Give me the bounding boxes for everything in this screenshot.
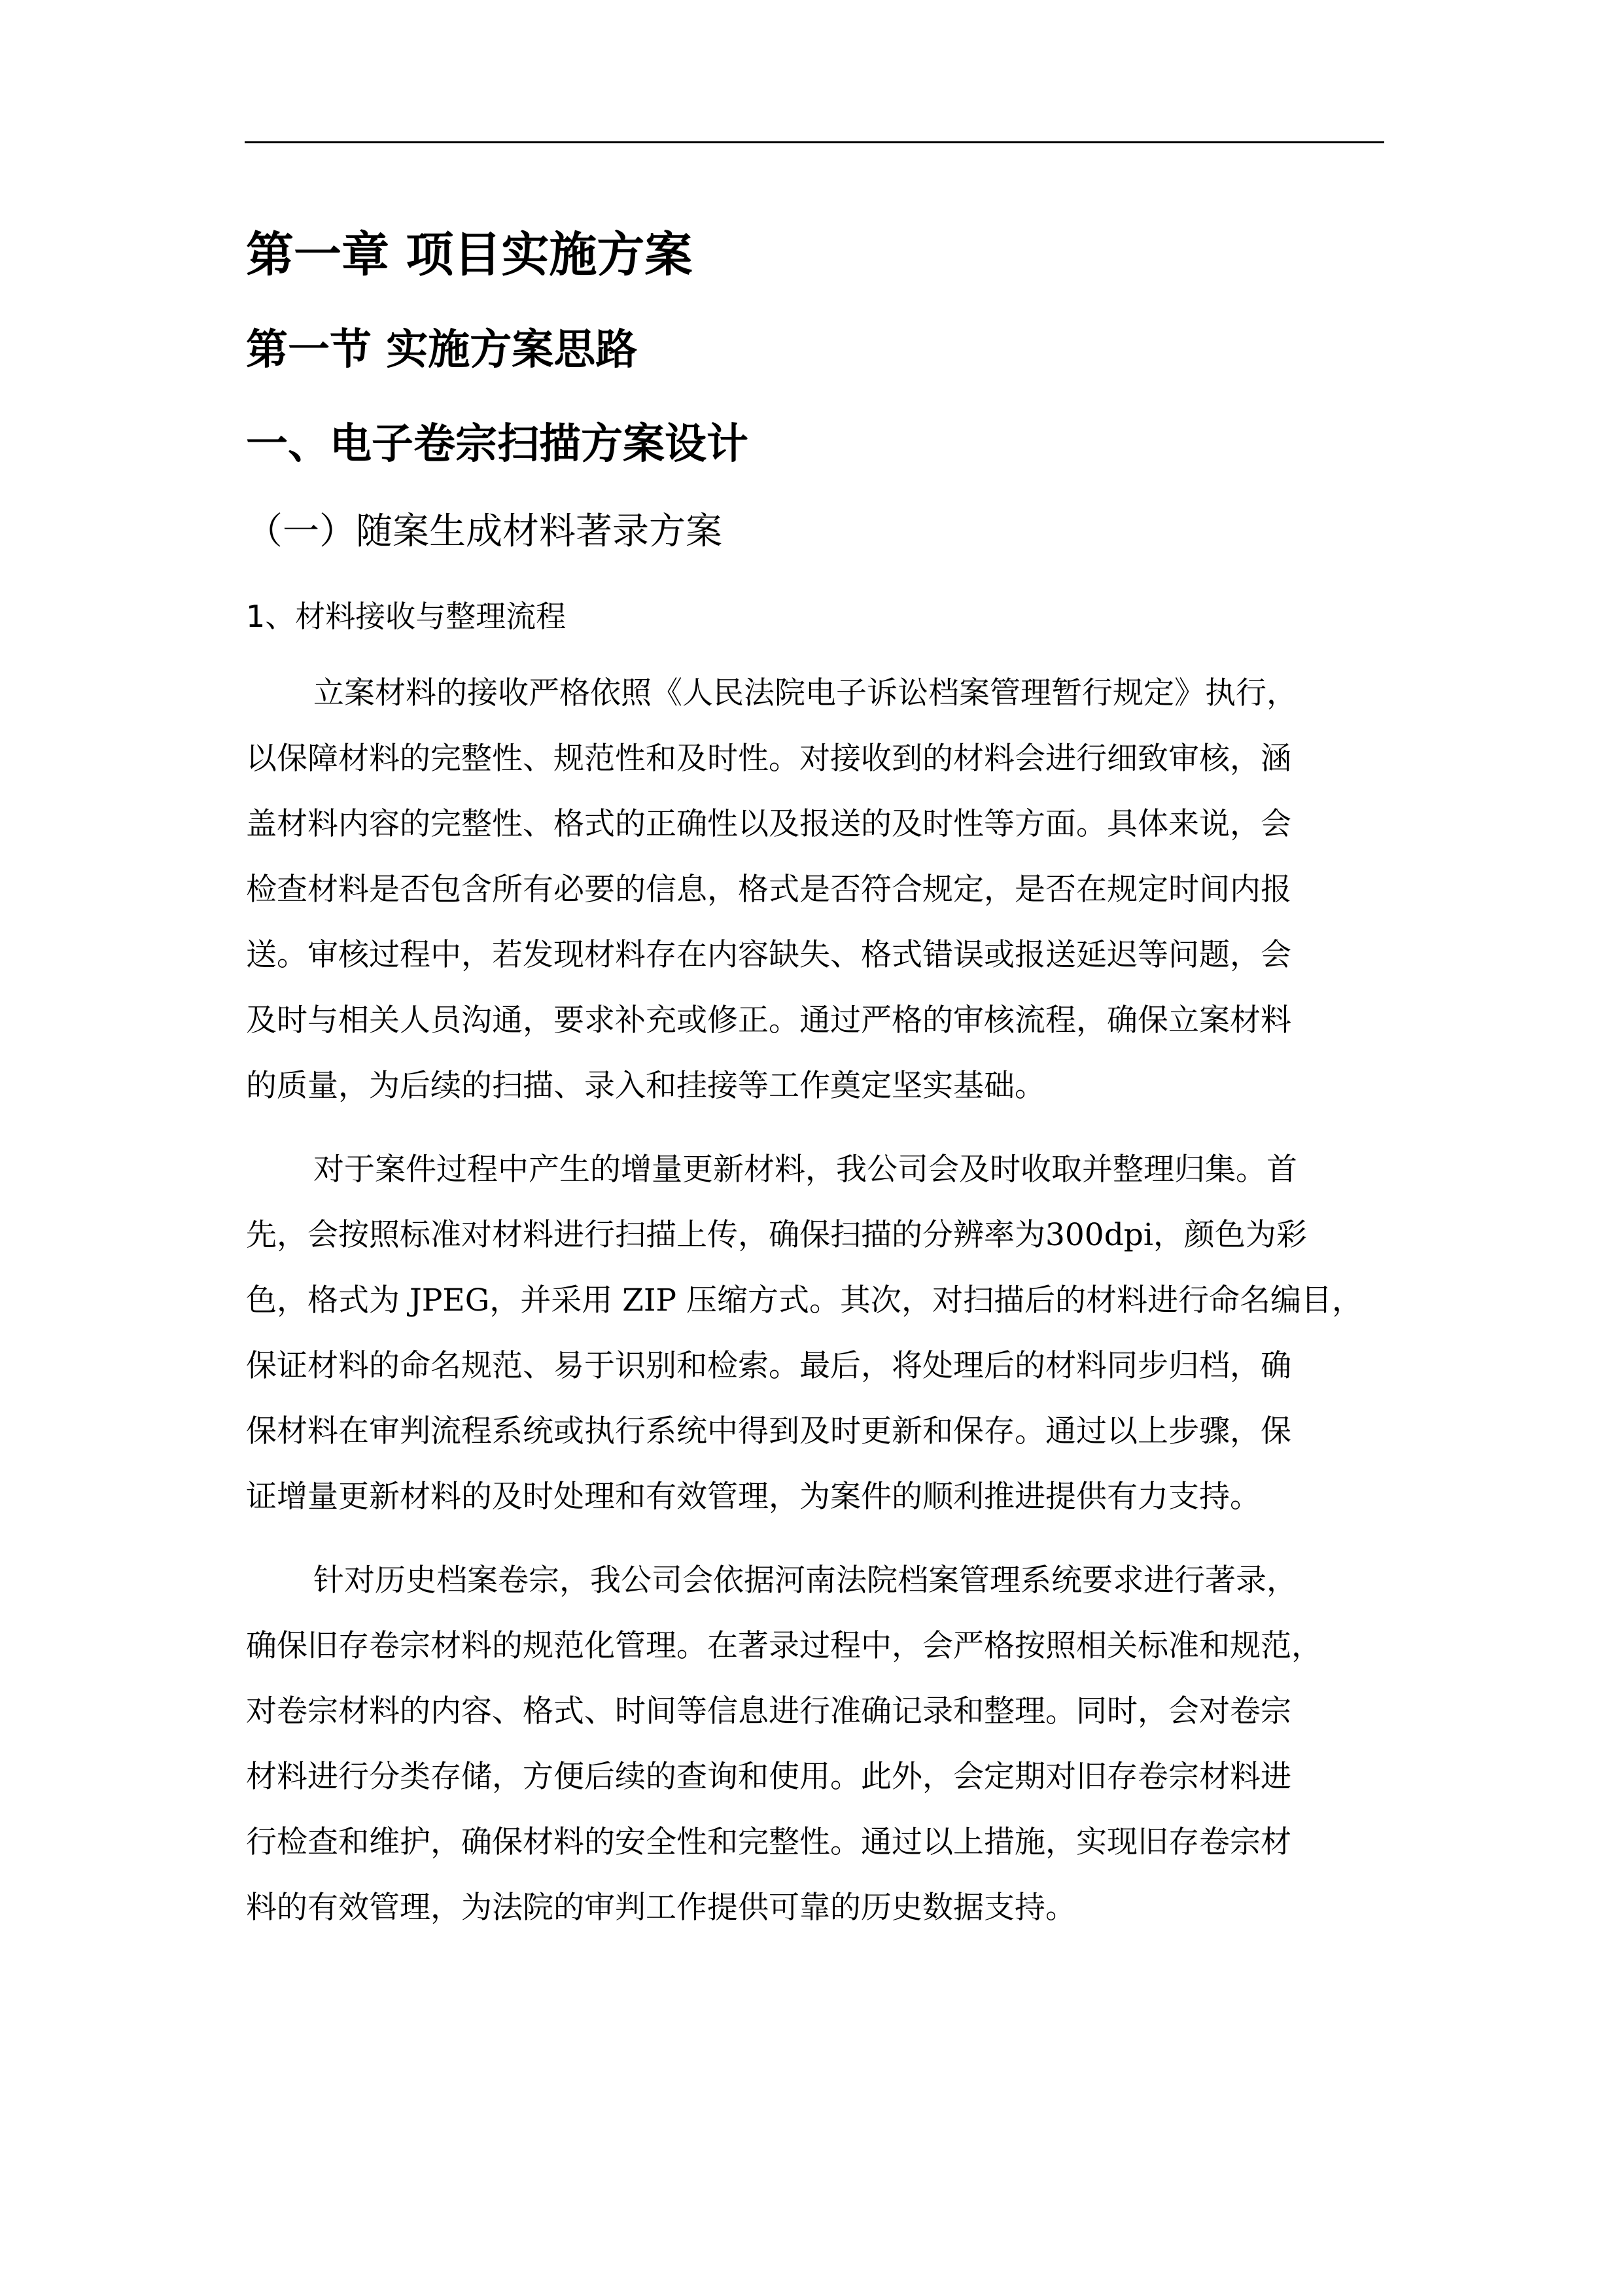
paragraph-line: 证增量更新材料的及时处理和有效管理，为案件的顺利推进提供有力支持。: [246, 1479, 1261, 1515]
section-title: 第一节 实施方案思路: [246, 326, 638, 374]
paragraph-2: [246, 1137, 1401, 1530]
chapter-title: 第一章 项目实施方案: [246, 227, 693, 283]
paragraph-line: 盖材料内容的完整性、格式的正确性以及报送的及时性等方面。具体来说，会: [246, 806, 1291, 842]
paragraph-line: 的质量，为后续的扫描、录入和挂接等工作奠定坚实基础。: [246, 1068, 1045, 1104]
paragraph-line: 行检查和维护，确保材料的安全性和完整性。通过以上措施，实现旧存卷宗材: [246, 1824, 1291, 1860]
paragraph-3: [246, 1548, 1401, 1941]
paragraph-line: 针对历史档案卷宗，我公司会依据河南法院档案管理系统要求进行著录，: [313, 1563, 1297, 1598]
subsubsection-title: （一）随案生成材料著录方案: [246, 510, 722, 553]
paragraph-line: 及时与相关人员沟通，要求补充或修正。通过严格的审核流程，确保立案材料: [246, 1002, 1291, 1038]
paragraph-line: 立案材料的接收严格依照《人民法院电子诉讼档案管理暂行规定》执行，: [313, 675, 1297, 711]
document-body: [246, 196, 1401, 1941]
paragraph-line: 送。审核过程中，若发现材料存在内容缺失、格式错误或报送延迟等问题，会: [246, 937, 1291, 973]
paragraph-line: 材料进行分类存储，方便后续的查询和使用。此外，会定期对旧存卷宗材料进: [246, 1759, 1291, 1795]
paragraph-line: 以保障材料的完整性、规范性和及时性。对接收到的材料会进行细致审核，涵: [246, 741, 1291, 777]
paragraph-line: 料的有效管理，为法院的审判工作提供可靠的历史数据支持。: [246, 1890, 1076, 1926]
subsection-title: 一、电子卷宗扫描方案设计: [246, 420, 748, 468]
paragraph-line: 保材料在审判流程系统或执行系统中得到及时更新和保存。通过以上步骤，保: [246, 1413, 1291, 1449]
paragraph-1: [246, 661, 1401, 1119]
paragraph-line: 先，会按照标准对材料进行扫描上传，确保扫描的分辨率为300dpi，颜色为彩: [246, 1217, 1307, 1253]
header-rule: [245, 141, 1384, 143]
paragraph-line: 保证材料的命名规范、易于识别和检索。最后，将处理后的材料同步归档，确: [246, 1348, 1291, 1384]
paragraph-line: 色，格式为 JPEG，并采用 ZIP 压缩方式。其次，对扫描后的材料进行命名编目，: [246, 1282, 1363, 1318]
paragraph-line: 检查材料是否包含所有必要的信息，格式是否符合规定，是否在规定时间内报: [246, 872, 1291, 908]
paragraph-line: 确保旧存卷宗材料的规范化管理。在著录过程中，会严格按照相关标准和规范，: [246, 1628, 1322, 1664]
paragraph-line: 对于案件过程中产生的增量更新材料，我公司会及时收取并整理归集。首: [313, 1152, 1297, 1188]
paragraph-line: 对卷宗材料的内容、格式、时间等信息进行准确记录和整理。同时，会对卷宗: [246, 1693, 1291, 1729]
item-title: 1、材料接收与整理流程: [246, 599, 567, 634]
